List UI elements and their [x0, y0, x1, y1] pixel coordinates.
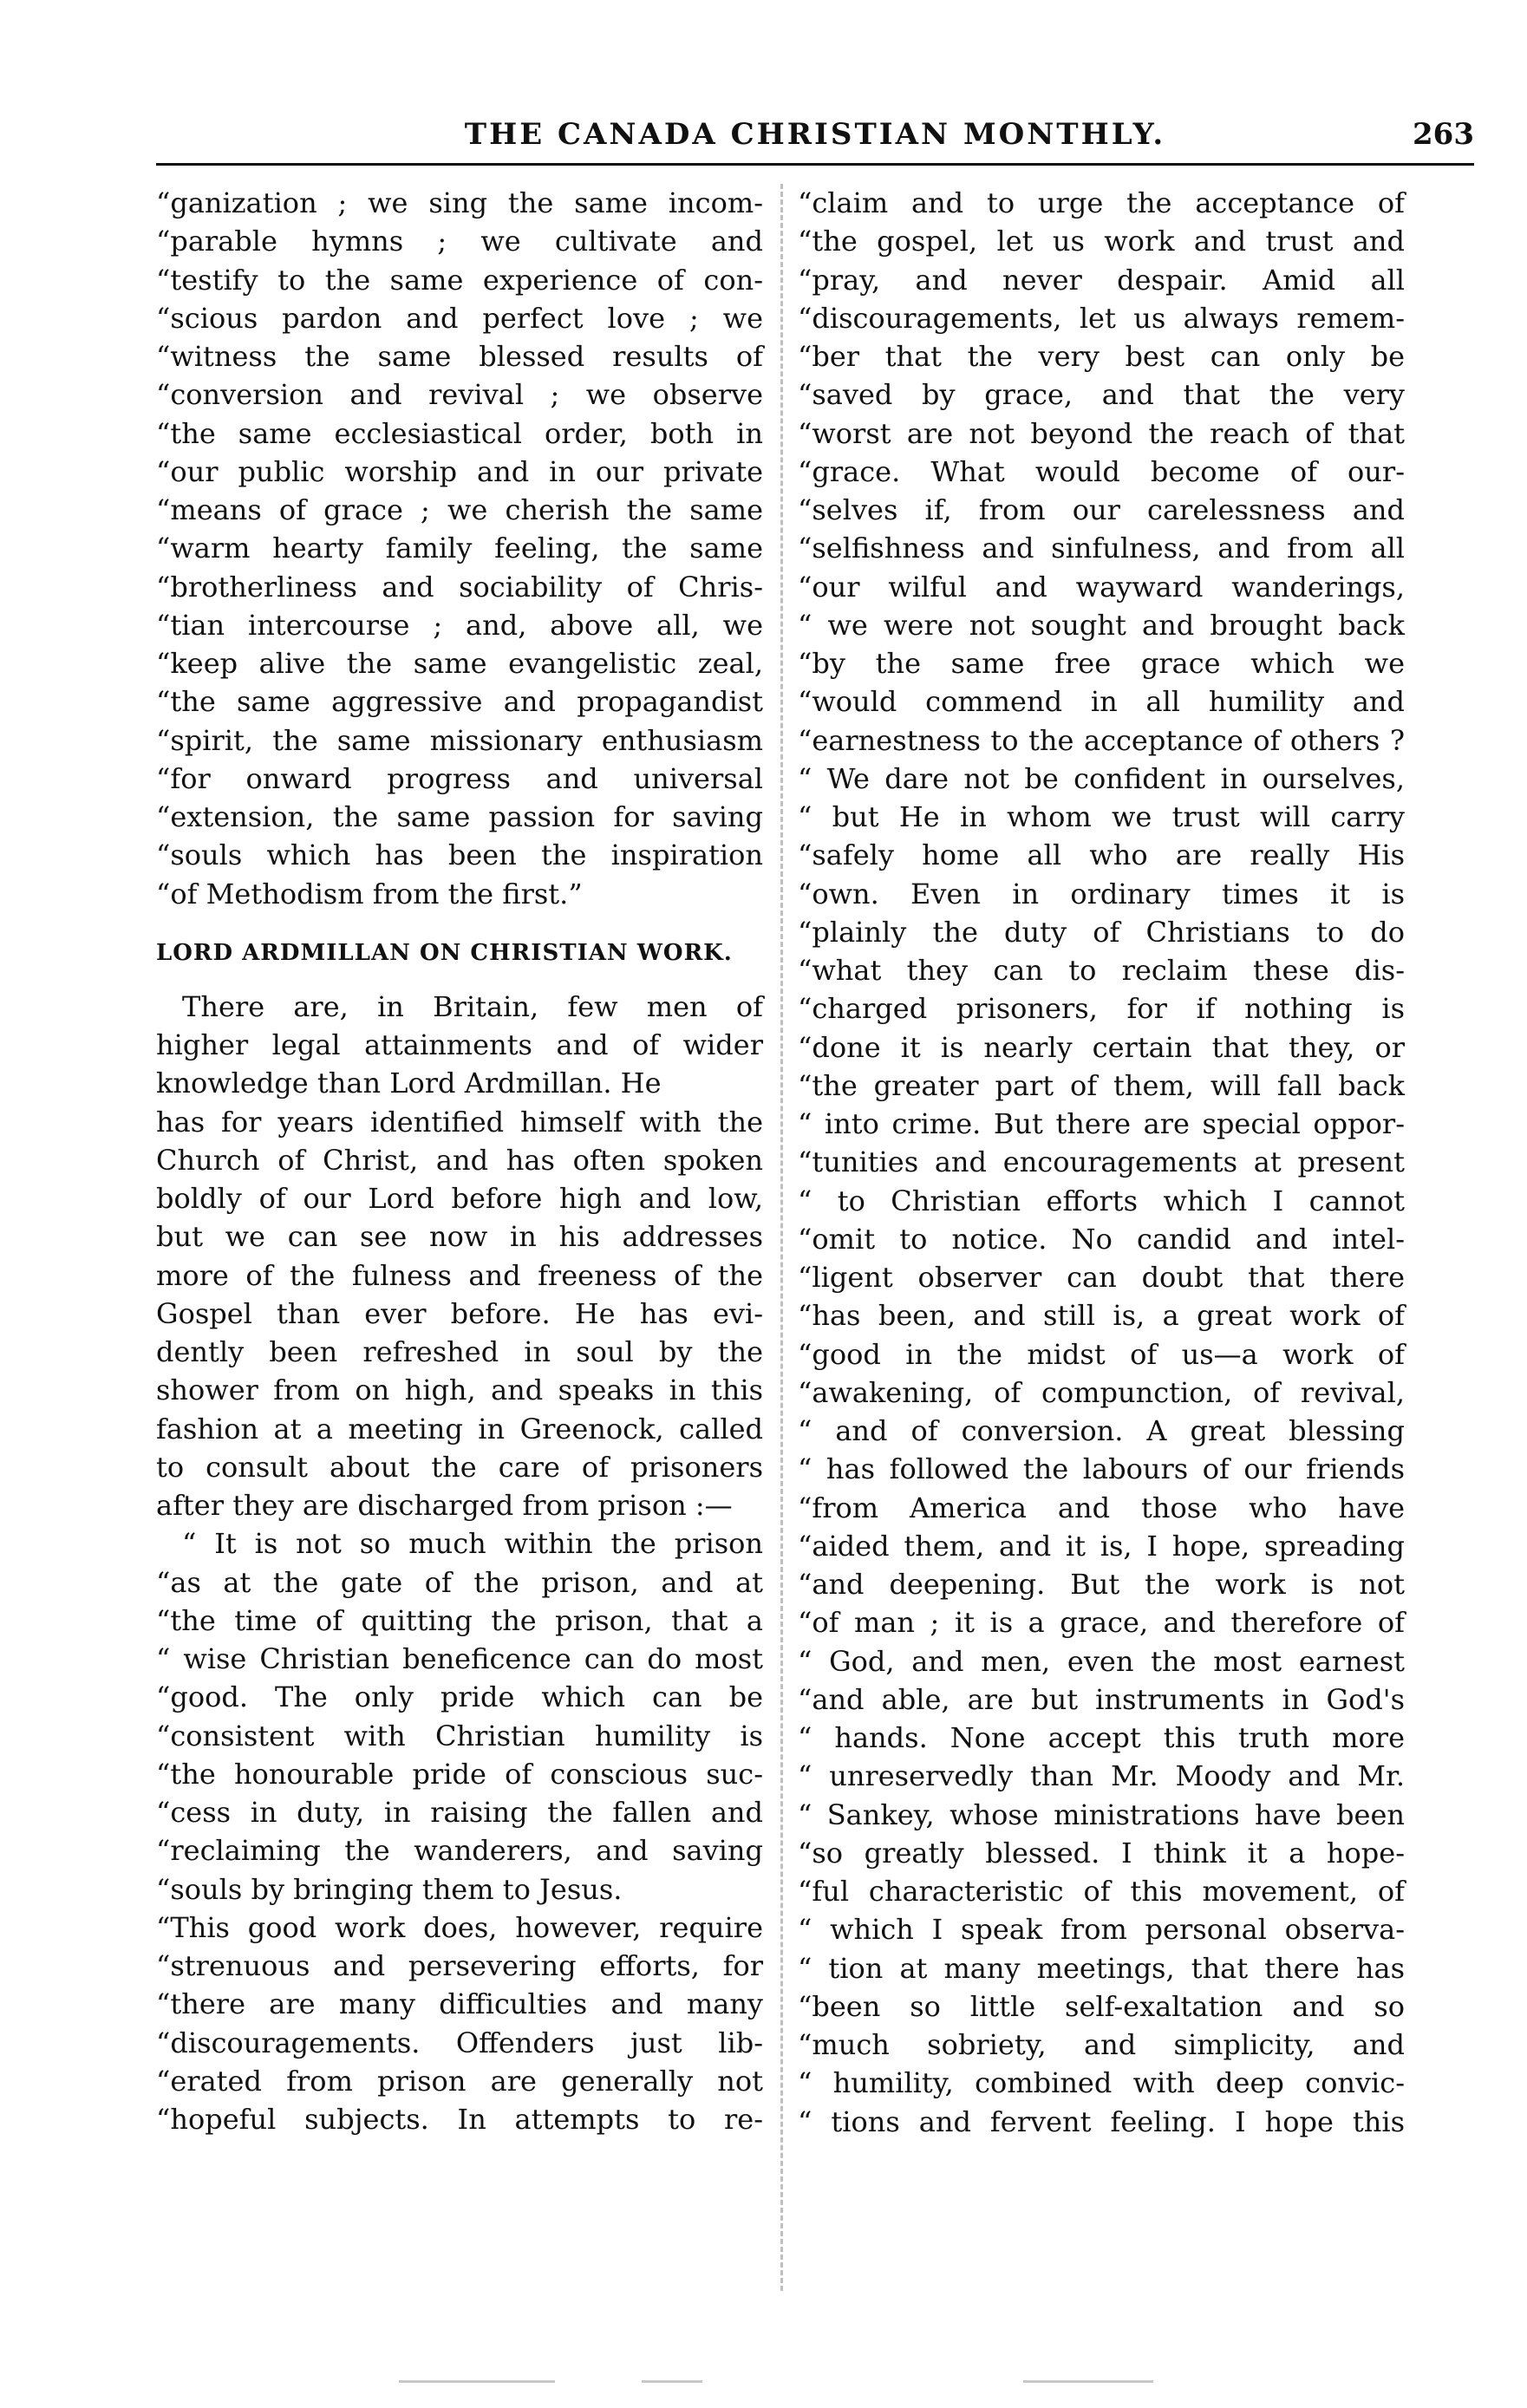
text-line: “so greatly blessed. I think it a hope- — [798, 1836, 1405, 1870]
page-bottom-edge — [156, 2380, 1474, 2385]
text-line: “erated from prison are generally not — [156, 2064, 763, 2098]
text-line: “selfishness and sinfulness, and from all — [798, 532, 1405, 565]
left-column — [156, 184, 763, 2138]
text-line: “ber that the very best can only be — [798, 340, 1405, 373]
text-line: “aided them, and it is, I hope, spreading — [798, 1529, 1405, 1563]
text-line: “saved by grace, and that the very — [798, 378, 1405, 412]
text-line: “ tion at many meetings, that there has — [798, 1951, 1405, 1985]
text-line: “extension, the same passion for saving — [156, 800, 763, 833]
text-line: There are, in Britain, few men of — [182, 989, 763, 1023]
text-line: “from America and those who have — [798, 1491, 1405, 1524]
bottom-mark — [1023, 2380, 1153, 2383]
text-line: boldly of our Lord before high and low, — [156, 1182, 763, 1215]
text-line: “ tions and fervent feeling. I hope this — [798, 2105, 1405, 2138]
header-rule — [156, 163, 1474, 166]
text-line: knowledge than Lord Ardmillan. He — [156, 1067, 662, 1100]
text-line: “the honourable pride of conscious suc- — [156, 1757, 763, 1791]
text-line: “ligent observer can doubt that there — [798, 1261, 1405, 1294]
text-line: “reclaiming the wanderers, and saving — [156, 1834, 763, 1868]
text-line: “parable hymns ; we cultivate and — [156, 225, 763, 258]
text-line: “ to Christian efforts which I cannot — [798, 1184, 1405, 1217]
text-line: “consistent with Christian humility is — [156, 1719, 763, 1752]
text-line: “ It is not so much within the prison — [182, 1527, 763, 1561]
text-line: “done it is nearly certain that they, or — [798, 1030, 1405, 1064]
text-line: “the gospel, let us work and trust and — [798, 225, 1405, 258]
text-line: “discouragements. Offenders just lib- — [156, 2026, 763, 2059]
text-line: “ and of conversion. A great blessing — [798, 1414, 1405, 1447]
text-line: “ into crime. But there are special oppor- — [798, 1107, 1405, 1140]
text-line: “the same aggressive and propagandist — [156, 685, 763, 719]
text-line: “warm hearty family feeling, the same — [156, 532, 763, 565]
text-line: “ but He in whom we trust will carry — [798, 800, 1405, 833]
text-line: “good. The only pride which can be — [156, 1680, 763, 1714]
text-line: “safely home all who are really His — [798, 839, 1405, 872]
text-line: “by the same free grace which we — [798, 647, 1405, 680]
text-line: Church of Christ, and has often spoken — [156, 1143, 763, 1177]
text-line: “own. Even in ordinary times it is — [798, 877, 1405, 910]
text-line: “hopeful subjects. In attempts to re- — [156, 2103, 763, 2136]
text-line: “tunities and encouragements at present — [798, 1145, 1405, 1179]
text-line: “conversion and revival ; we observe — [156, 378, 763, 412]
page-number: 263 — [1413, 117, 1474, 152]
bottom-mark — [399, 2380, 555, 2383]
journal-title: THE CANADA CHRISTIAN MONTHLY. — [464, 117, 1166, 152]
text-line: “and able, are but instruments in God's — [798, 1682, 1405, 1716]
text-line: “spirit, the same missionary enthusiasm — [156, 723, 763, 757]
text-line: dently been refreshed in soul by the — [156, 1335, 763, 1368]
text-line: “ful characteristic of this movement, of — [798, 1875, 1405, 1908]
text-line: more of the fulness and freeness of the — [156, 1258, 763, 1292]
text-line: “earnestness to the acceptance of others ? — [798, 723, 1405, 757]
text-line: “the same ecclesiastical order, both in — [156, 416, 763, 450]
text-line: “ which I speak from personal observa- — [798, 1913, 1405, 1947]
text-line: “ hands. None accept this truth more — [798, 1721, 1405, 1754]
text-line: “awakening, of compunction, of revival, — [798, 1375, 1405, 1409]
text-line: “selves if, from our carelessness and — [798, 493, 1405, 526]
text-line: “ Sankey, whose ministrations have been — [798, 1798, 1405, 1831]
text-line: “ has followed the labours of our friends — [798, 1452, 1405, 1486]
text-line: “means of grace ; we cherish the same — [156, 493, 763, 526]
text-line: “omit to notice. No candid and intel- — [798, 1222, 1405, 1256]
text-line: but we can see now in his addresses — [156, 1220, 763, 1254]
right-column — [798, 184, 1405, 2141]
text-line: “our public worship and in our private — [156, 454, 763, 488]
text-line: “for onward progress and universal — [156, 761, 763, 795]
running-header — [156, 117, 1474, 169]
text-line: “has been, and still is, a great work of — [798, 1299, 1405, 1333]
text-line: “claim and to urge the acceptance of — [798, 186, 1405, 219]
text-line: “souls which has been the inspiration — [156, 839, 763, 872]
text-line: after they are discharged from prison :— — [156, 1489, 733, 1522]
text-line: “would commend in all humility and — [798, 685, 1405, 719]
text-line: Gospel than ever before. He has evi- — [156, 1296, 763, 1330]
text-line: “and deepening. But the work is not — [798, 1568, 1405, 1601]
text-line: “grace. What would become of our- — [798, 454, 1405, 488]
text-line: “witness the same blessed results of — [156, 340, 763, 373]
text-line: “what they can to reclaim these dis- — [798, 954, 1405, 987]
text-line: shower from on high, and speaks in this — [156, 1374, 763, 1407]
text-line: “much sobriety, and simplicity, and — [798, 2028, 1405, 2061]
bottom-mark — [642, 2380, 702, 2383]
text-line: “the time of quitting the prison, that a — [156, 1603, 763, 1637]
text-line: “good in the midst of us—a work of — [798, 1337, 1405, 1371]
text-line: “our wilful and wayward wanderings, — [798, 570, 1405, 604]
text-line: “charged prisoners, for if nothing is — [798, 992, 1405, 1026]
text-line: “discouragements, let us always remem- — [798, 301, 1405, 335]
text-line: “ we were not sought and brought back — [798, 608, 1405, 642]
text-line: “of Methodism from the first.” — [156, 877, 583, 910]
text-line: “testify to the same experience of con- — [156, 263, 763, 297]
text-line: “cess in duty, in raising the fallen and — [156, 1796, 763, 1829]
text-line: “pray, and never despair. Amid all — [798, 263, 1405, 297]
text-line: “plainly the duty of Christians to do — [798, 915, 1405, 949]
text-line: “ganization ; we sing the same incom- — [156, 186, 763, 219]
text-line: “This good work does, however, require — [156, 1910, 763, 1944]
text-line: “been so little self-exaltation and so — [798, 1989, 1405, 2023]
text-line: “the greater part of them, will fall back — [798, 1068, 1405, 1102]
text-line: to consult about the care of prisoners — [156, 1450, 763, 1484]
text-line: “ humility, combined with deep convic- — [798, 2066, 1405, 2100]
text-line: “ wise Christian beneficence can do most — [156, 1642, 763, 1675]
text-line: fashion at a meeting in Greenock, called — [156, 1412, 763, 1445]
text-line: higher legal attainments and of wider — [156, 1028, 763, 1061]
text-line: “scious pardon and perfect love ; we — [156, 301, 763, 335]
text-line: “strenuous and persevering efforts, for — [156, 1949, 763, 1982]
text-line: “ unreservedly than Mr. Moody and Mr. — [798, 1759, 1405, 1793]
text-line: “worst are not beyond the reach of that — [798, 416, 1405, 450]
text-line: “there are many difficulties and many — [156, 1987, 763, 2021]
text-line: “ God, and men, even the most earnest — [798, 1644, 1405, 1678]
text-line: “brotherliness and sociability of Chris- — [156, 570, 763, 604]
column-divider — [780, 184, 783, 2291]
text-line: “ We dare not be confident in ourselves, — [798, 761, 1405, 795]
text-line: “keep alive the same evangelistic zeal, — [156, 647, 763, 680]
section-heading: LORD ARDMILLAN ON CHRISTIAN WORK. — [156, 939, 733, 966]
text-line: has for years identified himself with the — [156, 1105, 763, 1139]
text-line: “as at the gate of the prison, and at — [156, 1565, 763, 1599]
text-line: “souls by bringing them to Jesus. — [156, 1872, 623, 1906]
text-line: “tian intercourse ; and, above all, we — [156, 608, 763, 642]
text-line: “of man ; it is a grace, and therefore of — [798, 1606, 1405, 1640]
